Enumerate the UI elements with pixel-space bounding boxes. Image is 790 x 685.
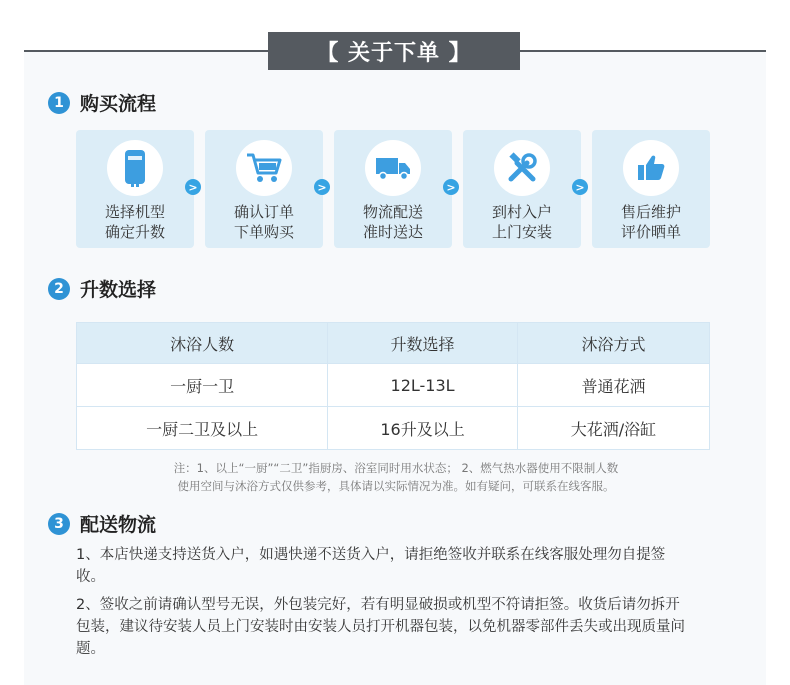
flow-step-select-model <box>76 130 194 248</box>
delivery-paragraph-1: 1、本店快递支持送货入户，如遇快递不送货入户，请拒绝签收并联系在线客服处理勿自提签收。 <box>76 547 666 585</box>
section-number: 3 <box>48 513 70 535</box>
chevron-right-icon: > <box>572 179 588 195</box>
step-label-line2: 评价晒单 <box>620 223 681 241</box>
step-label-line1: 选择机型 <box>104 203 165 221</box>
section-purchase-flow <box>48 89 156 116</box>
step-label-line2: 下单购买 <box>233 223 294 241</box>
step-label-line1: 到村入户 <box>491 203 552 221</box>
section-delivery <box>48 510 156 537</box>
table-cell: 12L-13L <box>328 364 518 407</box>
section-title: 升数选择 <box>80 279 157 301</box>
flow-step-installation <box>463 130 581 248</box>
capacity-table <box>76 322 710 450</box>
step-label-line1: 确认订单 <box>233 203 294 221</box>
chevron-right-icon: > <box>314 179 330 195</box>
flow-step-delivery <box>334 130 452 248</box>
chevron-right-icon: > <box>443 179 459 195</box>
step-label-line2: 确定升数 <box>104 223 165 241</box>
step-label-line2: 上门安装 <box>491 223 552 241</box>
section-number: 2 <box>48 278 70 300</box>
step-label-line1: 物流配送 <box>362 203 423 221</box>
table-cell: 普通花洒 <box>517 364 709 407</box>
table-header-row <box>77 323 710 364</box>
flow-step-after-sales <box>592 130 710 248</box>
table-row <box>77 364 710 407</box>
section-title: 购买流程 <box>80 93 157 115</box>
note-line: 使用空间与沐浴方式仅供参考，具体请以实际情况为准。如有疑问，可联系在线客服。 <box>177 479 615 493</box>
shopping-cart-icon <box>236 140 292 196</box>
delivery-paragraph-2: 2、签收之前请确认型号无误，外包装完好，若有明显破损或机型不符请拒签。收货后请勿拆开包装，建议待安装人员上门安装时由安装人员打开机器包装，以免机器零部件丢失或出现质量问题。 <box>76 597 685 657</box>
step-label-line1: 售后维护 <box>620 203 681 221</box>
table-header-cell: 沐浴人数 <box>77 323 328 364</box>
delivery-truck-icon <box>365 140 421 196</box>
chevron-right-icon: > <box>185 179 201 195</box>
thumbs-up-icon <box>623 140 679 196</box>
section-capacity <box>48 275 156 302</box>
tools-icon <box>494 140 550 196</box>
note-line: 注：1、以上“一厨”“二卫”指厨房、浴室同时用水状态； 2、燃气热水器使用不限制人数 <box>173 461 619 475</box>
table-header-cell: 沐浴方式 <box>517 323 709 364</box>
table-cell: 大花洒/浴缸 <box>517 407 709 450</box>
table-cell: 一厨一卫 <box>77 364 328 407</box>
table-cell: 16升及以上 <box>328 407 518 450</box>
page-title: 【 关于下单 】 <box>268 32 520 70</box>
table-header-cell: 升数选择 <box>328 323 518 364</box>
section-title: 配送物流 <box>80 514 157 536</box>
section-number: 1 <box>48 92 70 114</box>
table-note <box>116 459 676 495</box>
step-label-line2: 准时送达 <box>362 223 423 241</box>
water-heater-icon <box>107 140 163 196</box>
table-cell: 一厨二卫及以上 <box>77 407 328 450</box>
flow-step-confirm-order <box>205 130 323 248</box>
table-row <box>77 407 710 450</box>
